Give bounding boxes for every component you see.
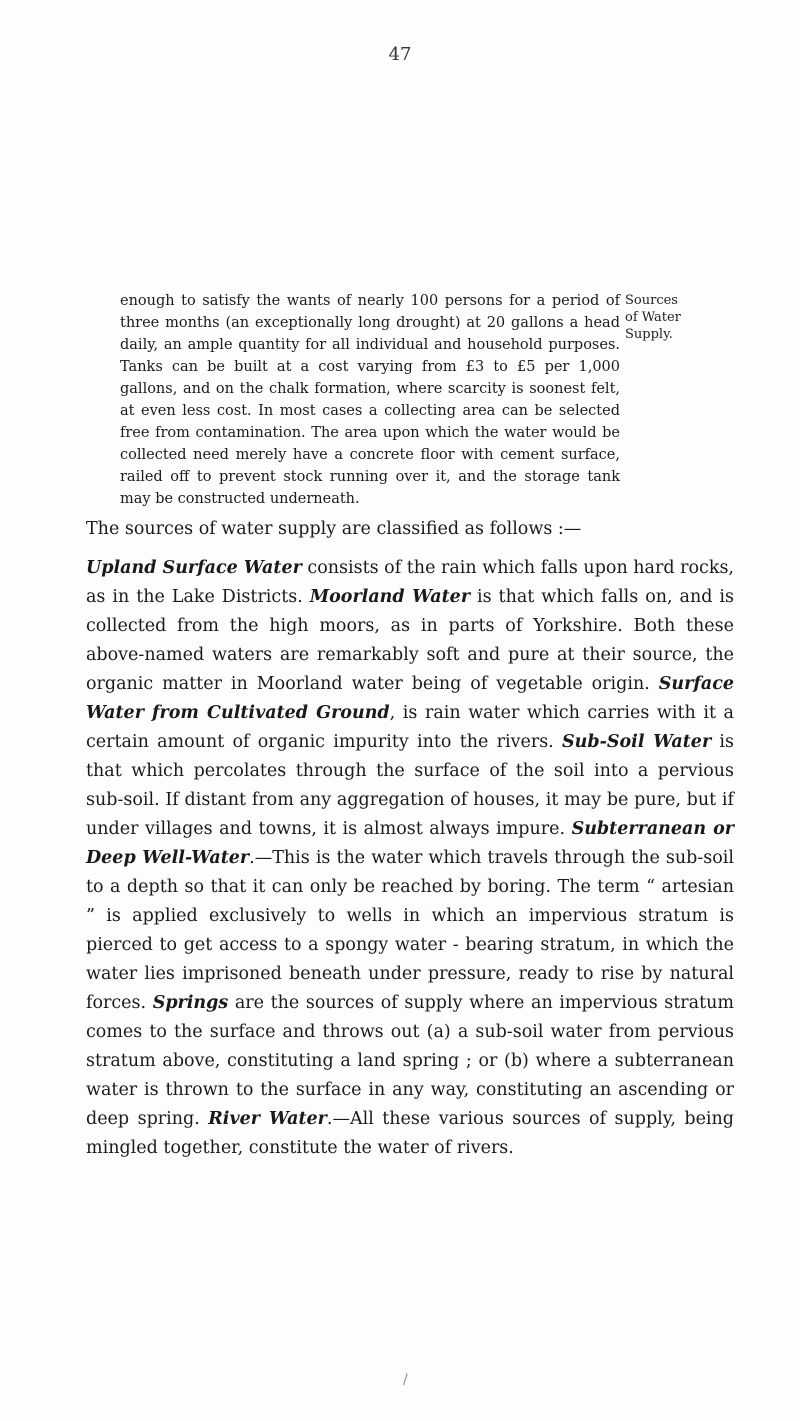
sidenote-line: Sources — [625, 293, 678, 308]
main-text-block — [86, 515, 734, 1163]
text-cultivated: , is rain water which carries with it a certain amount of organic impurity into the rivers. — [86, 703, 734, 752]
classification-intro: The sources of water supply are classified as follows :— — [86, 519, 582, 539]
text-subsoil: is that which percolates through the surface of the soil into a pervious sub-soil. If distant from any aggregation of houses, it may be pure, but if under villages and towns, it is almost always impure. — [86, 732, 735, 839]
text-moorland: is that which falls on, and is collected from the high moors, as in parts of Yorkshire. Both these above-named waters are remarkably soft and pure at their source, the organic matter in Moorland water being of vegetable origin. — [86, 587, 734, 694]
term-upland-surface-water: Upland Surface Water — [86, 558, 302, 578]
term-cultivated-ground-water: Surface Water from Cultivated Ground — [86, 674, 734, 723]
margin-sidenote — [625, 292, 795, 343]
term-moorland-water: Moorland Water — [309, 587, 471, 607]
text-deep-well: .—This is the water which travels through the sub-soil to a depth so that it can only be reached by boring. The term “ artesian ” is applied exclusively to wells in which an impervious stratum is pierced to get access to a spongy water - bearing stratum, in which the water lies imprisoned beneath under pressure, ready to rise by natural forces. — [86, 848, 734, 1013]
text-springs: are the sources of supply where an impervious stratum comes to the surface and throws out (a) a sub-soil water from pervious stratum above, constituting a land spring ; or (b) where a subterranean water is thrown to the surface in any way, constituting an ascending or deep spring. — [86, 993, 734, 1129]
term-springs: Springs — [152, 993, 229, 1013]
term-river-water: River Water — [208, 1109, 327, 1129]
page-number: 47 — [388, 44, 412, 65]
sidenote-line: Supply. — [625, 327, 673, 342]
stray-mark: / — [403, 1372, 408, 1388]
sidenote-line: of Water — [625, 310, 681, 325]
term-sub-soil-water: Sub-Soil Water — [562, 732, 712, 752]
text-river: .—All these various sources of supply, being mingled together, constitute the water of rivers. — [86, 1109, 734, 1158]
opening-paragraph-block — [120, 290, 620, 510]
term-deep-well-water: Subterranean or Deep Well-Water — [86, 819, 735, 868]
opening-paragraph: enough to satisfy the wants of nearly 100 persons for a period of three months (an exceptionally long drought) at 20 gallons a head daily, an ample quantity for all individual and household purposes. Tanks can be built at a cost varying from £3 to £5 per 1,000 gallons, and on the chalk formation, where scarcity is soonest felt, at even less cost. In most cases a collecting area can be selected free from contamination. The area upon which the water would be collected need merely have a concrete floor with cement surface, railed off to prevent stock running over it, and the storage tank may be constructed underneath. — [120, 293, 620, 507]
sources-paragraph — [86, 554, 734, 1163]
text-upland: consists of the rain which falls upon hard rocks, as in the Lake Districts. — [86, 558, 734, 607]
